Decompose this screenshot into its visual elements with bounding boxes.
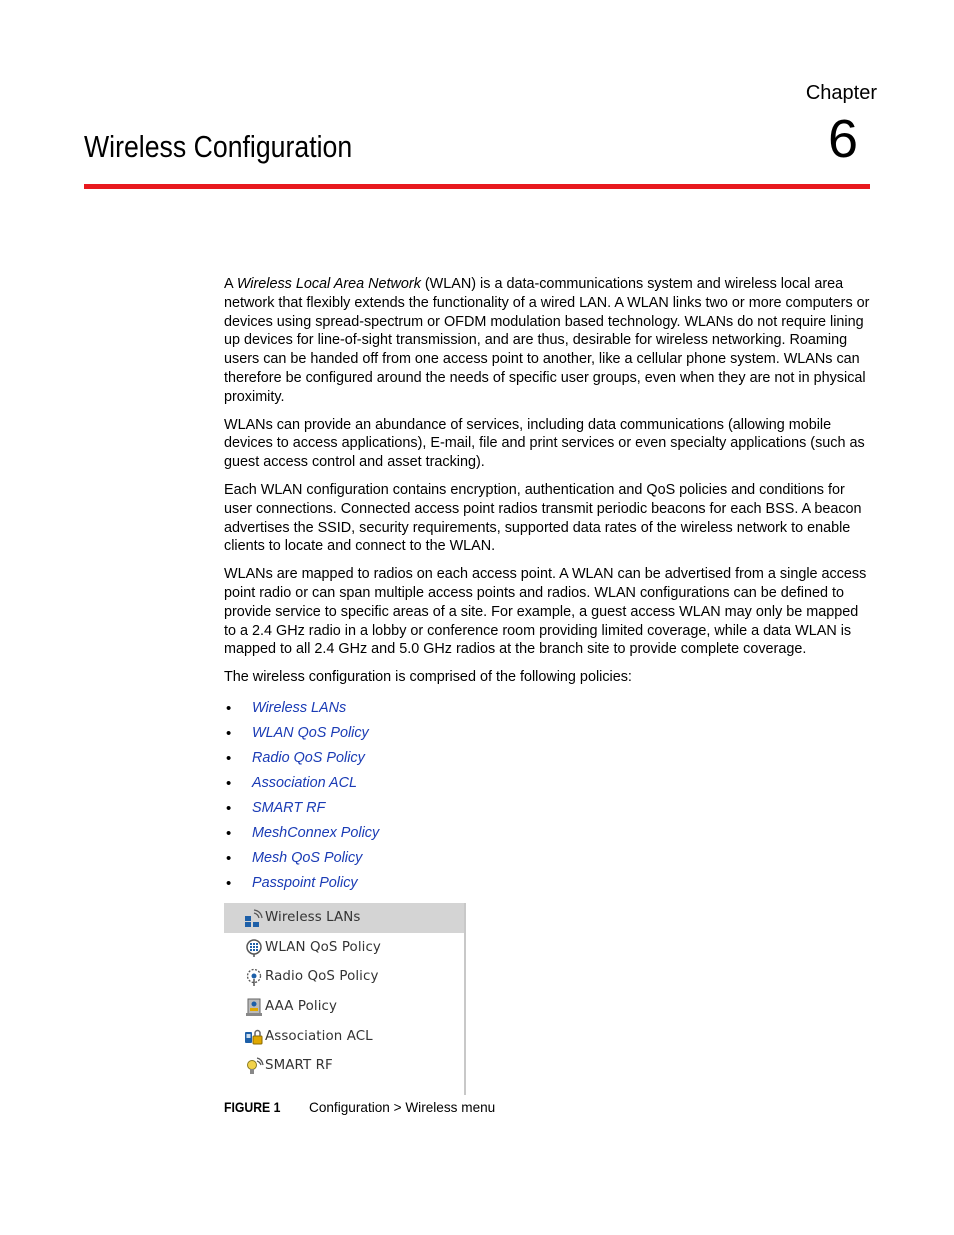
menu-item-label: Radio QoS Policy xyxy=(265,969,379,985)
body-content xyxy=(224,275,870,896)
link-smart-rf[interactable]: SMART RF xyxy=(252,799,326,816)
menu-item-label: Association ACL xyxy=(265,1028,373,1044)
menu-item-radio-qos-policy[interactable] xyxy=(224,962,464,992)
page-title: Wireless Configuration xyxy=(84,129,353,164)
list-item xyxy=(224,721,870,746)
link-radio-qos-policy[interactable]: Radio QoS Policy xyxy=(252,749,365,766)
figure-caption xyxy=(224,1100,495,1115)
link-wireless-lans[interactable]: Wireless LANs xyxy=(252,699,347,716)
link-meshconnex-policy[interactable]: MeshConnex Policy xyxy=(252,824,380,841)
bullet: • xyxy=(226,724,232,742)
intro-paragraph-1 xyxy=(224,275,870,407)
list-item xyxy=(224,771,870,796)
chapter-label: Chapter xyxy=(805,82,877,104)
intro-text: A xyxy=(224,276,237,292)
link-mesh-qos-policy[interactable]: Mesh QoS Policy xyxy=(252,849,363,866)
wlan-qos-icon xyxy=(244,937,264,957)
bullet: • xyxy=(226,699,232,717)
menu-item-association-acl[interactable] xyxy=(224,1021,464,1051)
intro-paragraph-2: WLANs can provide an abundance of services, including data communications (allowing mobile devices to access applications), E-mail, file and print services or even specialty applications (such as guest access control and asset tracking). xyxy=(224,416,865,471)
menu-item-wlan-qos-policy[interactable] xyxy=(224,933,464,963)
bullet: • xyxy=(226,874,232,892)
list-item xyxy=(224,846,870,871)
link-association-acl[interactable]: Association ACL xyxy=(252,774,358,791)
association-acl-icon xyxy=(244,1026,264,1046)
wireless-menu-figure xyxy=(224,903,466,1095)
bullet: • xyxy=(226,774,232,792)
menu-item-label: SMART RF xyxy=(265,1058,333,1074)
list-item xyxy=(224,696,870,721)
bullet: • xyxy=(226,799,232,817)
intro-paragraph-4: WLANs are mapped to radios on each access point. A WLAN can be advertised from a single access point radio or can span multiple access points and radios. WLAN configurations can be defined to provide service to specific areas of a site. For example, a guest access WLAN may only be mapped to a 2.4 GHz radio in a lobby or conference room providing limited coverage, while a data WLAN is mapped to all 2.4 GHz and 5.0 GHz radios at the branch site to provide complete coverage. xyxy=(224,566,867,658)
menu-item-label: WLAN QoS Policy xyxy=(265,939,381,955)
bullet: • xyxy=(226,849,232,867)
menu-item-label: AAA Policy xyxy=(265,999,338,1015)
intro-paragraph-3: Each WLAN configuration contains encryption, authentication and QoS policies and conditions for user connections. Connected access point radios transmit periodic beacons for each BSS. A beacon advertises the SSID, security requirements, supported data rates of the wireless network to enable clients to locate and connect to the WLAN. xyxy=(224,481,862,555)
smart-rf-icon xyxy=(244,1056,264,1076)
wireless-lans-icon xyxy=(244,908,264,928)
intro-text-cont: (WLAN) is a data-communications system and wireless local area network that flexibly extends the functionality of a wired LAN. A WLAN links two or more computers or devices using spread-spectrum or OFDM modulation based technology. WLANs do not require lining up devices for line-of-sight transmission, and are thus, desirable for wireless networking. Roaming users can be handed off from one access point to another, like a cellular phone system. WLANs can therefore be configured around the needs of specific user groups, even when they are not in physical proximity. xyxy=(224,276,870,405)
menu-item-wireless-lans[interactable] xyxy=(224,903,464,933)
link-passpoint-policy[interactable]: Passpoint Policy xyxy=(252,874,358,891)
list-item xyxy=(224,871,870,896)
link-wlan-qos-policy[interactable]: WLAN QoS Policy xyxy=(252,724,369,741)
radio-qos-icon xyxy=(244,967,264,987)
intro-paragraph-5: The wireless configuration is comprised of the following policies: xyxy=(224,669,632,686)
chapter-number: 6 xyxy=(828,109,859,169)
menu-item-label: Wireless LANs xyxy=(265,910,361,926)
title-rule xyxy=(84,184,870,189)
figure-caption-text: Configuration > Wireless menu xyxy=(309,1100,496,1115)
policy-list xyxy=(224,696,870,896)
menu-item-aaa-policy[interactable] xyxy=(224,992,464,1022)
figure-number: FIGURE 1 xyxy=(224,1100,281,1115)
bullet: • xyxy=(226,749,232,767)
list-item xyxy=(224,746,870,771)
bullet: • xyxy=(226,824,232,842)
menu-item-smart-rf[interactable] xyxy=(224,1051,464,1081)
intro-term: Wireless Local Area Network xyxy=(236,276,421,292)
aaa-policy-icon xyxy=(244,997,264,1017)
list-item xyxy=(224,821,870,846)
list-item xyxy=(224,796,870,821)
